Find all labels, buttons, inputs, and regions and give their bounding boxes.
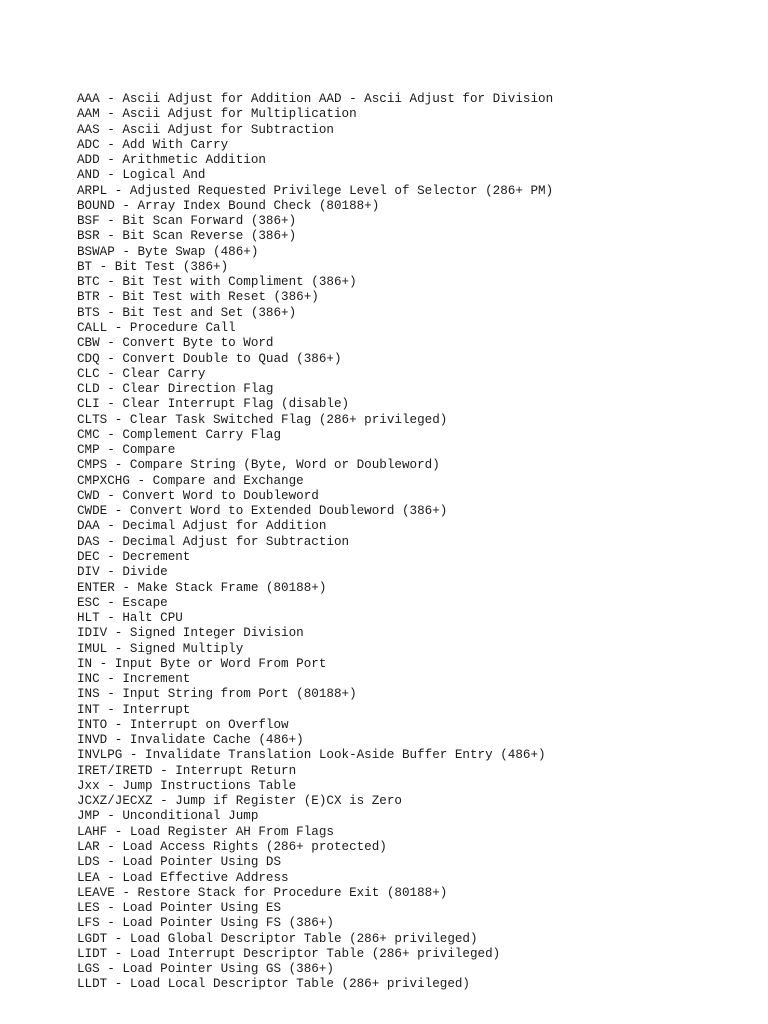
instruction-line: CLTS - Clear Task Switched Flag (286+ privileged) <box>77 412 448 427</box>
instruction-line: INVLPG - Invalidate Translation Look-Aside Buffer Entry (486+) <box>77 748 546 763</box>
instruction-line: INS - Input String from Port (80188+) <box>77 687 357 702</box>
instruction-line: Jxx - Jump Instructions Table <box>77 778 297 793</box>
instruction-line: LEAVE - Restore Stack for Procedure Exit (80188+) <box>77 885 448 900</box>
instruction-line: CMPS - Compare String (Byte, Word or Doubleword) <box>77 458 440 473</box>
instruction-line: BTC - Bit Test with Compliment (386+) <box>77 275 357 290</box>
instruction-line: HLT - Halt CPU <box>77 611 183 626</box>
instruction-line: LIDT - Load Interrupt Descriptor Table (286+ privileged) <box>77 946 501 961</box>
instruction-line: JMP - Unconditional Jump <box>77 809 259 824</box>
instruction-line: CWDE - Convert Word to Extended Doubleword (386+) <box>77 504 448 519</box>
instruction-line: CMPXCHG - Compare and Exchange <box>77 473 304 488</box>
instruction-line: LES - Load Pointer Using ES <box>77 901 282 916</box>
instruction-line: AAA - Ascii Adjust for Addition AAD - Ascii Adjust for Division <box>77 92 554 106</box>
instruction-line: DIV - Divide <box>77 565 168 580</box>
instruction-line: CMP - Compare <box>77 443 176 458</box>
instruction-line: IDIV - Signed Integer Division <box>77 626 304 641</box>
instruction-line: ARPL - Adjusted Requested Privilege Level of Selector (286+ PM) <box>77 183 554 198</box>
instruction-line: JCXZ/JECXZ - Jump if Register (E)CX is Zero <box>77 794 402 809</box>
instruction-line: IN - Input Byte or Word From Port <box>77 656 327 671</box>
instruction-line: INC - Increment <box>77 672 191 687</box>
instruction-line: CMC - Complement Carry Flag <box>77 427 282 442</box>
instruction-line: DAA - Decimal Adjust for Addition <box>77 519 327 534</box>
instruction-line: CBW - Convert Byte to Word <box>77 336 274 351</box>
instruction-line: DEC - Decrement <box>77 549 191 564</box>
instruction-line: ESC - Escape <box>77 595 168 610</box>
instruction-line: LLDT - Load Local Descriptor Table (286+ privileged) <box>77 977 470 992</box>
instruction-line: INTO - Interrupt on Overflow <box>77 717 289 732</box>
instruction-line: LEA - Load Effective Address <box>77 870 289 885</box>
instruction-line: ADC - Add With Carry <box>77 137 229 152</box>
instruction-line: LAHF - Load Register AH From Flags <box>77 824 334 839</box>
instruction-line: IMUL - Signed Multiply <box>77 641 244 656</box>
instruction-line: ADD - Arithmetic Addition <box>77 153 266 168</box>
instruction-line: BOUND - Array Index Bound Check (80188+) <box>77 198 380 213</box>
instruction-line: CDQ - Convert Double to Quad (386+) <box>77 351 342 366</box>
instruction-line: AAM - Ascii Adjust for Multiplication <box>77 107 357 122</box>
instruction-line: IRET/IRETD - Interrupt Return <box>77 763 297 778</box>
instruction-line: BT - Bit Test (386+) <box>77 259 229 274</box>
instruction-line: BSWAP - Byte Swap (486+) <box>77 244 259 259</box>
instruction-line: LDS - Load Pointer Using DS <box>77 855 282 870</box>
instruction-line: LGS - Load Pointer Using GS (386+) <box>77 962 334 977</box>
instruction-line: CLI - Clear Interrupt Flag (disable) <box>77 397 350 412</box>
instruction-line: CLD - Clear Direction Flag <box>77 382 274 397</box>
instruction-line: BSF - Bit Scan Forward (386+) <box>77 214 297 229</box>
instruction-line: CWD - Convert Word to Doubleword <box>77 488 319 503</box>
instruction-line: ENTER - Make Stack Frame (80188+) <box>77 580 327 595</box>
instruction-line: AND - Logical And <box>77 168 206 183</box>
instruction-line: BTS - Bit Test and Set (386+) <box>77 305 297 320</box>
instruction-line: BSR - Bit Scan Reverse (386+) <box>77 229 297 244</box>
instruction-line: LAR - Load Access Rights (286+ protected) <box>77 840 387 855</box>
instruction-line: CALL - Procedure Call <box>77 320 236 335</box>
instruction-line: INVD - Invalidate Cache (486+) <box>77 733 304 748</box>
instruction-line: AAS - Ascii Adjust for Subtraction <box>77 122 334 137</box>
instruction-line: LGDT - Load Global Descriptor Table (286+ privileged) <box>77 931 478 946</box>
instruction-list <box>77 92 757 993</box>
instruction-line: LFS - Load Pointer Using FS (386+) <box>77 916 334 931</box>
instruction-line: BTR - Bit Test with Reset (386+) <box>77 290 319 305</box>
instruction-line: DAS - Decimal Adjust for Subtraction <box>77 534 350 549</box>
instruction-line: INT - Interrupt <box>77 702 191 717</box>
instruction-line: CLC - Clear Carry <box>77 366 206 381</box>
